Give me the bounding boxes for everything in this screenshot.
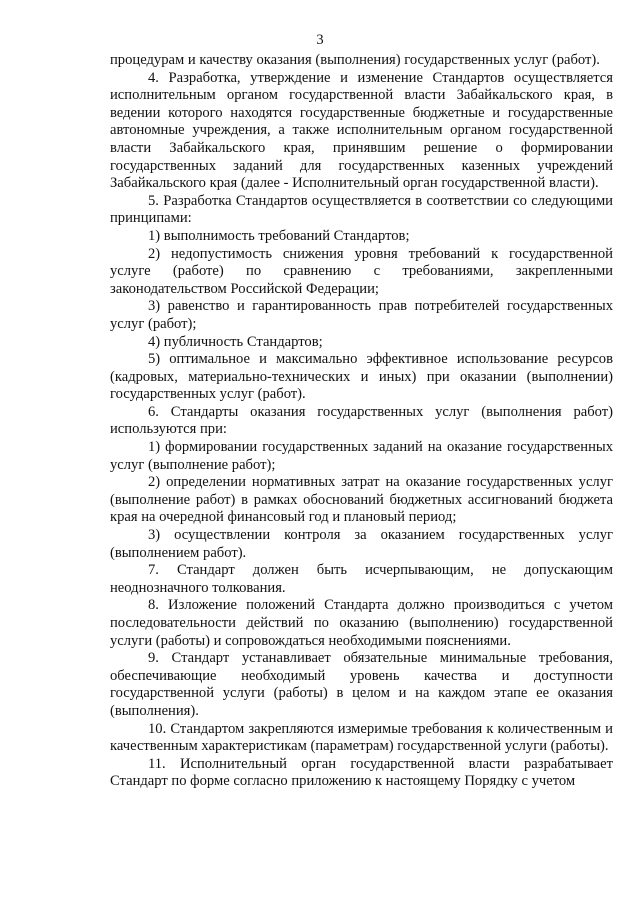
paragraph: 6. Стандарты оказания государственных услуг (выполнения работ) используются при: xyxy=(110,403,613,438)
paragraph: 9. Стандарт устанавливает обязательные минимальные требования, обеспечивающие необходимый уровень качества и доступности государственной услуги (работы) в целом и на каждом этапе ее оказания (выполнения). xyxy=(110,650,613,719)
paragraph: 11. Исполнительный орган государственной власти разрабатывает Стандарт по форме согласно приложению к настоящему Порядку с учетом xyxy=(110,755,613,790)
list-item: 3) равенство и гарантированность прав потребителей государственных услуг (работ); xyxy=(110,298,613,332)
paragraph: процедурам и качеству оказания (выполнения) государственных услуг (работ). xyxy=(110,52,600,68)
list-item: 1) формировании государственных заданий на оказание государственных услуг (выполнение работ); xyxy=(110,439,613,473)
list-item: 2) недопустимость снижения уровня требований к государственной услуге (работе) по сравнению с требованиями, закрепленными законодательством Российской Федерации; xyxy=(110,245,613,297)
paragraph: 7. Стандарт должен быть исчерпывающим, не допускающим неоднозначного толкования. xyxy=(110,562,613,596)
list-item: 3) осуществлении контроля за оказанием государственных услуг (выполнением работ). xyxy=(110,527,613,561)
list-item: 1) выполнимость требований Стандартов; xyxy=(148,227,410,244)
page-number: 3 xyxy=(316,32,324,48)
list-item: 2) определении нормативных затрат на оказание государственных услуг (выполнение работ) в рамках обоснований бюджетных ассигнований бюджета края на очередной финансовый год и плановый период; xyxy=(110,474,613,526)
paragraph: 5. Разработка Стандартов осуществляется в соответствии со следующими принципами: xyxy=(110,192,613,227)
paragraph: 8. Изложение положений Стандарта должно производиться с учетом последовательности действий по оказанию (выполнению) государственной услуги (работы) и сопровождаться необходимыми пояснениями. xyxy=(110,597,613,649)
document-body xyxy=(110,52,613,791)
list-item: 4) публичность Стандартов; xyxy=(148,333,323,350)
list-item: 5) оптимальное и максимально эффективное использование ресурсов (кадровых, материально-технических и иных) при оказании (выполнении) государственных услуг (работ). xyxy=(110,351,613,403)
paragraph: 4. Разработка, утверждение и изменение Стандартов осуществляется исполнительным органом государственной власти Забайкальского края, в ведении которого находятся государственные бюджетные и государственные автономные учреждения, а также исполнительным органом государственной власти Забайкальского края, принявшим решение о формировании государственных заданий для государственных казенных учреждений Забайкальского края (далее - Исполнительный орган государственной власти). xyxy=(110,69,613,192)
paragraph: 10. Стандартом закрепляются измеримые требования к количественным и качественным характеристикам (параметрам) государственной услуги (работы). xyxy=(110,720,613,755)
